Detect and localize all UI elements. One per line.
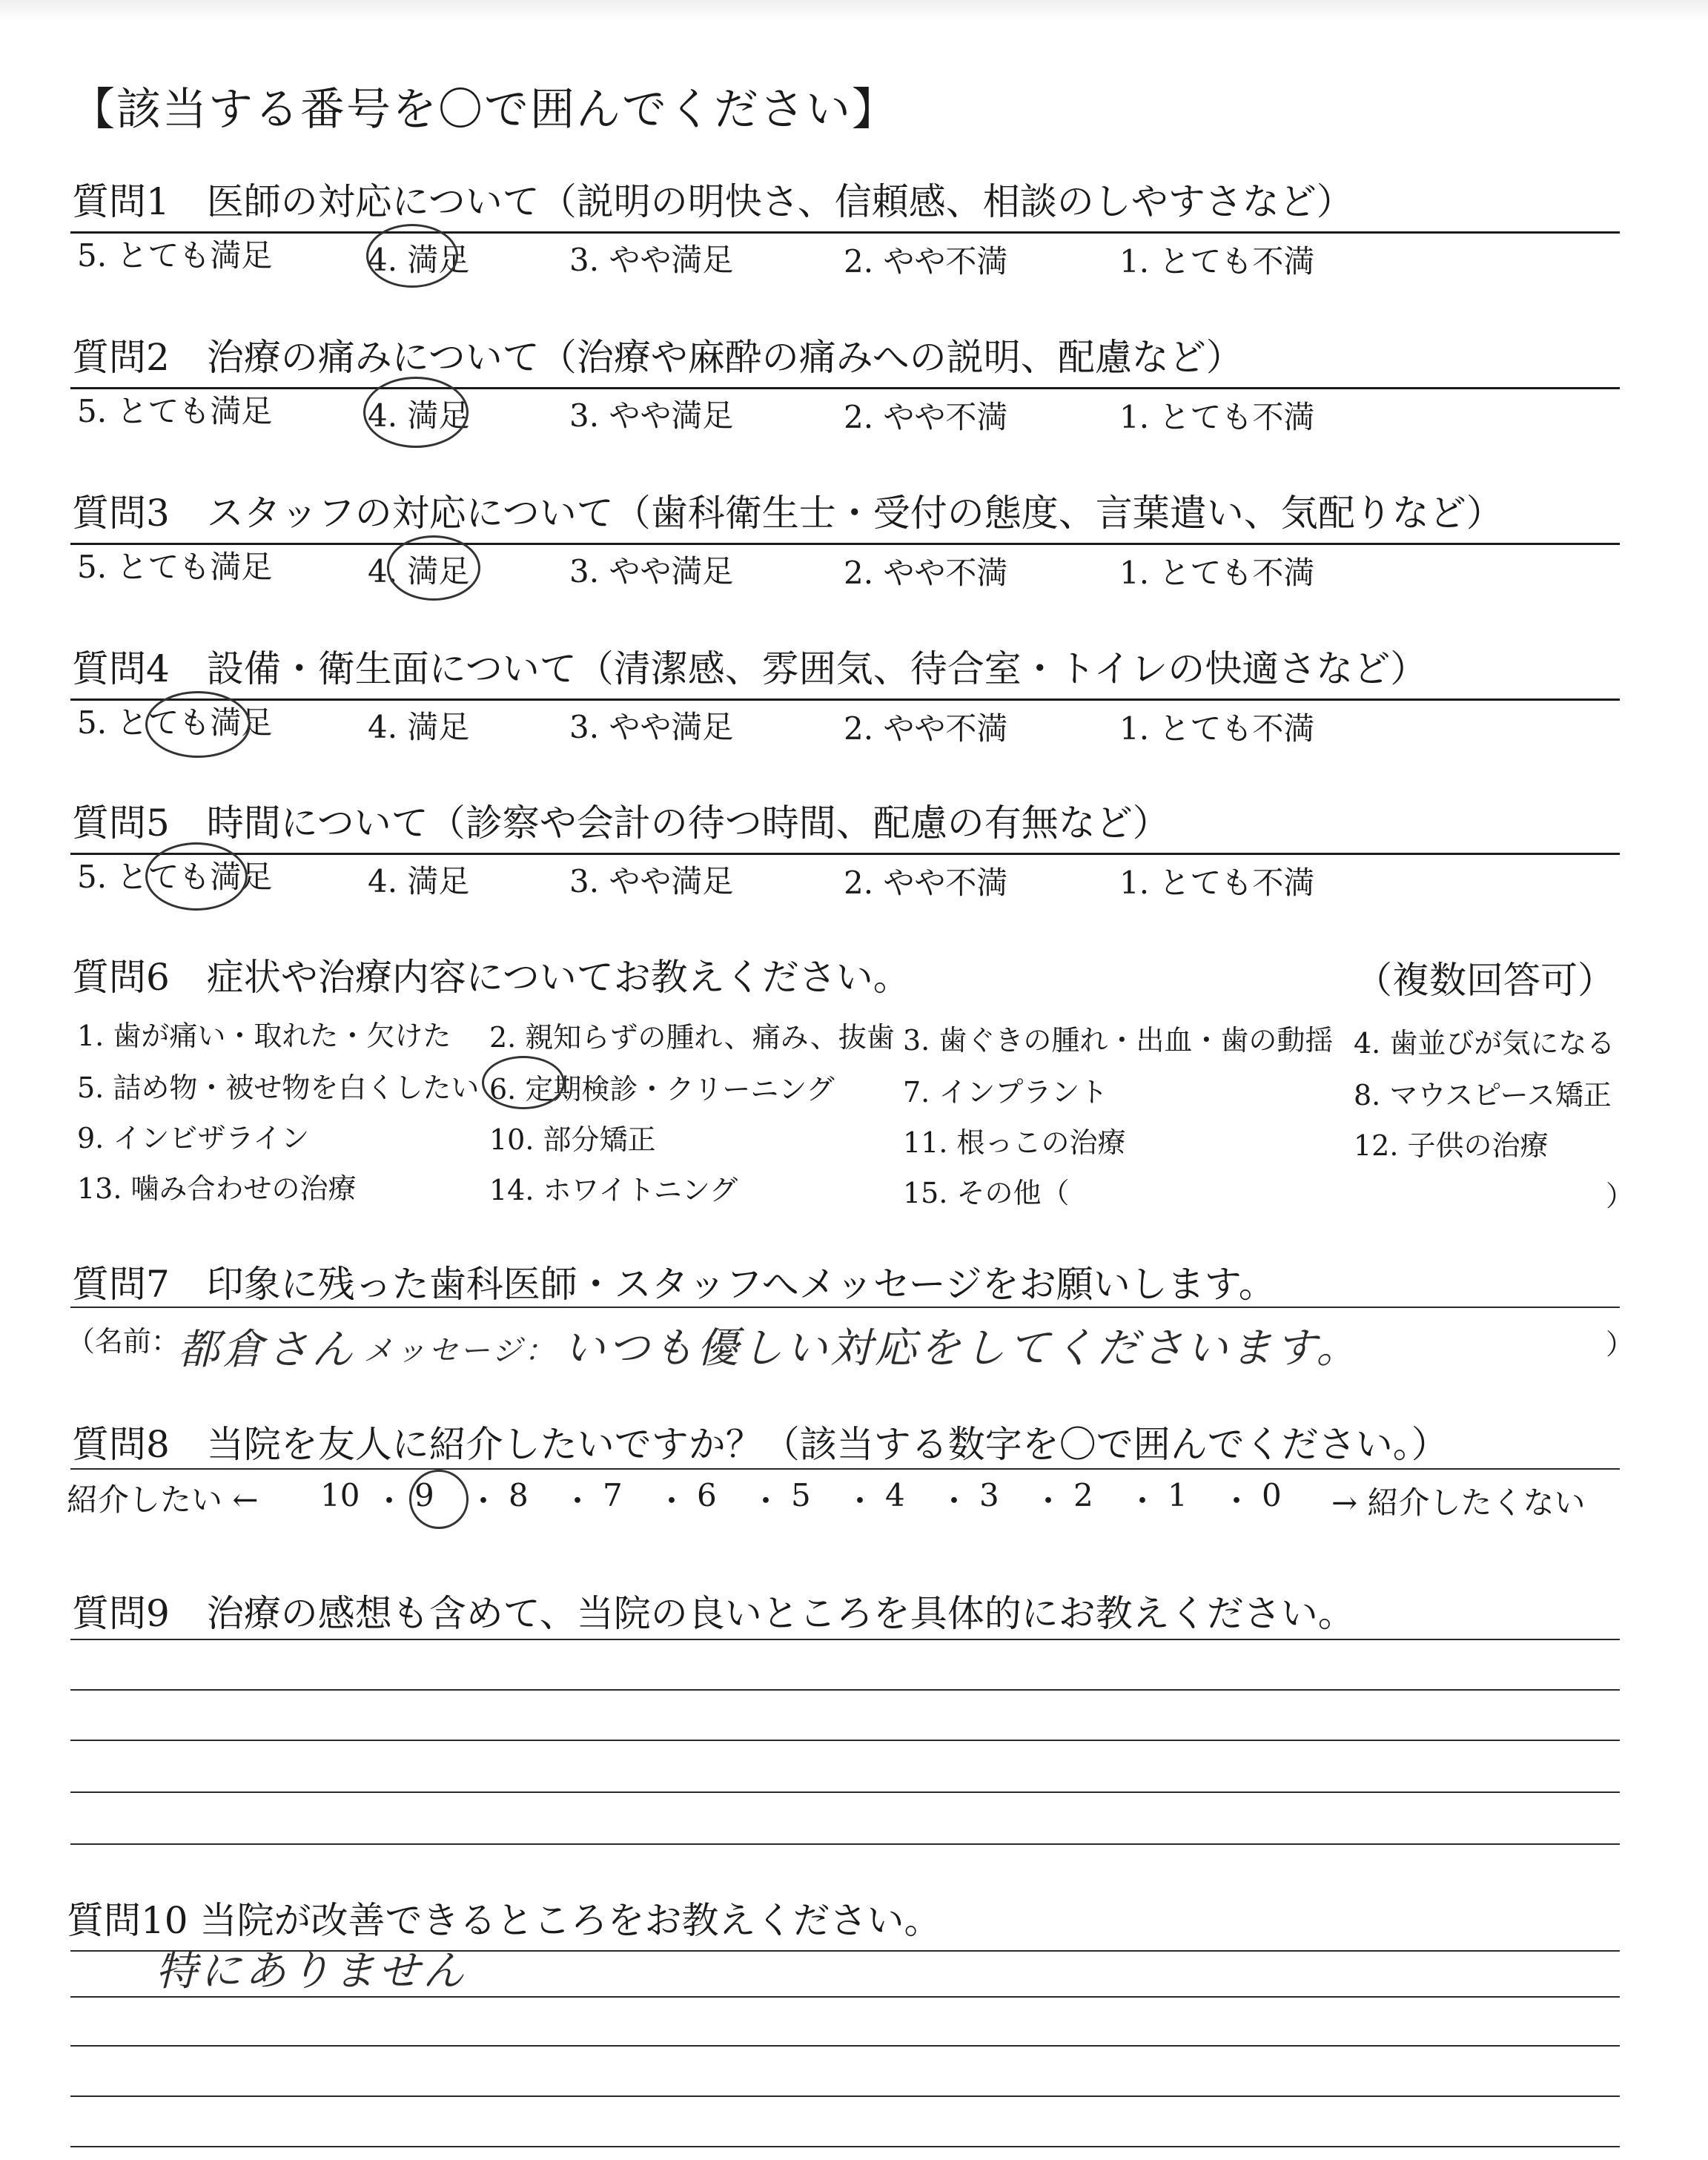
handwritten-message: いつも優しい対応をしてくださいます。 bbox=[563, 1324, 1361, 1373]
question-title: 質問4 設備・衛生面について（清潔感、雰囲気、待合室・トイレの快適さなど） bbox=[72, 647, 1428, 690]
multiple-answer-note: （複数回答可） bbox=[1355, 959, 1615, 1002]
selection-circle bbox=[366, 224, 458, 288]
scale-value-7[interactable]: 7 bbox=[603, 1477, 623, 1513]
selection-circle bbox=[482, 1056, 565, 1109]
question-title: 質問8 当院を友人に紹介したいですか？（該当する数字を〇で囲んでください。） bbox=[72, 1423, 1449, 1466]
option-5[interactable]: 5. とても満足 bbox=[77, 704, 273, 741]
option-2[interactable]: 2. やや不満 bbox=[844, 865, 1008, 901]
option-15-other[interactable]: 15. その他（ bbox=[903, 1177, 1070, 1209]
option-4[interactable]: 4. 満足 bbox=[368, 863, 470, 899]
option-14[interactable]: 14. ホワイトニング bbox=[489, 1174, 738, 1206]
scale-value-0[interactable]: 0 bbox=[1262, 1477, 1282, 1513]
option-3[interactable]: 3. やや満足 bbox=[569, 709, 734, 745]
option-1[interactable]: 1. とても不満 bbox=[1119, 555, 1315, 591]
option-4[interactable]: 4. 満足 bbox=[368, 553, 470, 589]
scale-separator: ・ bbox=[656, 1483, 688, 1519]
selection-circle bbox=[145, 842, 248, 911]
answer-line bbox=[70, 1791, 1620, 1793]
scale-separator: ・ bbox=[1127, 1483, 1159, 1519]
name-label: （名前： bbox=[67, 1325, 180, 1358]
option-12[interactable]: 12. 子供の治療 bbox=[1354, 1129, 1549, 1162]
scale-value-8[interactable]: 8 bbox=[509, 1477, 529, 1513]
option-8[interactable]: 8. マウスピース矯正 bbox=[1354, 1079, 1612, 1112]
scale-value-10[interactable]: 10 bbox=[320, 1477, 360, 1513]
scale-separator: ・ bbox=[1221, 1483, 1253, 1519]
option-3[interactable]: 3. 歯ぐきの腫れ・出血・歯の動揺 bbox=[903, 1024, 1334, 1057]
underline bbox=[70, 387, 1620, 389]
option-1[interactable]: 1. とても不満 bbox=[1119, 399, 1315, 435]
underline bbox=[70, 1468, 1620, 1470]
underline bbox=[70, 1307, 1620, 1308]
answer-line bbox=[70, 2146, 1620, 2147]
option-5[interactable]: 5. とても満足 bbox=[77, 393, 273, 429]
question-title: 質問5 時間について（診察や会計の待つ時間、配慮の有無など） bbox=[72, 802, 1170, 845]
question-title: 質問1 医師の対応について（説明の明快さ、信頼感、相談のしやすさなど） bbox=[72, 180, 1354, 223]
underline bbox=[70, 543, 1620, 545]
option-3[interactable]: 3. やや満足 bbox=[569, 863, 734, 899]
handwritten-name: 都倉さん bbox=[178, 1326, 356, 1374]
selection-circle bbox=[363, 377, 469, 448]
option-7[interactable]: 7. インプラント bbox=[903, 1076, 1108, 1109]
scale-value-6[interactable]: 6 bbox=[697, 1477, 717, 1513]
option-13[interactable]: 13. 噛み合わせの治療 bbox=[77, 1172, 357, 1205]
selection-circle bbox=[409, 1470, 469, 1529]
option-5[interactable]: 5. 詰め物・被せ物を白くしたい bbox=[77, 1071, 480, 1104]
option-1[interactable]: 1. とても不満 bbox=[1119, 865, 1315, 901]
recommend-left-label: 紹介したい ← bbox=[67, 1482, 259, 1518]
option-3[interactable]: 3. やや満足 bbox=[569, 397, 734, 434]
option-5[interactable]: 5. とても満足 bbox=[77, 859, 273, 895]
option-2[interactable]: 2. やや不満 bbox=[844, 710, 1008, 747]
scale-value-9[interactable]: 9 bbox=[414, 1477, 434, 1513]
option-5[interactable]: 5. とても満足 bbox=[77, 237, 273, 274]
underline bbox=[70, 231, 1620, 234]
option-2[interactable]: 2. やや不満 bbox=[844, 555, 1008, 591]
underline bbox=[70, 698, 1620, 701]
answer-line bbox=[70, 2095, 1620, 2097]
option-2[interactable]: 2. やや不満 bbox=[844, 243, 1008, 280]
answer-line bbox=[70, 1689, 1620, 1691]
option-1[interactable]: 1. とても不満 bbox=[1119, 710, 1315, 747]
option-4[interactable]: 4. 歯並びが気になる bbox=[1354, 1027, 1615, 1060]
answer-line bbox=[70, 1996, 1620, 1998]
scale-separator: ・ bbox=[374, 1483, 406, 1519]
option-4[interactable]: 4. 満足 bbox=[368, 709, 470, 745]
scale-value-4[interactable]: 4 bbox=[885, 1477, 905, 1513]
scale-value-2[interactable]: 2 bbox=[1073, 1477, 1093, 1513]
option-9[interactable]: 9. インビザライン bbox=[77, 1122, 310, 1155]
answer-line bbox=[70, 1843, 1620, 1845]
handwritten-answer: 特にありません bbox=[156, 1947, 467, 1995]
scale-separator: ・ bbox=[1033, 1483, 1065, 1519]
underline bbox=[70, 853, 1620, 855]
scale-value-3[interactable]: 3 bbox=[979, 1477, 999, 1513]
option-1[interactable]: 1. 歯が痛い・取れた・欠けた bbox=[77, 1020, 451, 1052]
option-2[interactable]: 2. やや不満 bbox=[844, 399, 1008, 435]
message-label: メッセージ： bbox=[363, 1334, 557, 1368]
question-title: 質問10 当院が改善できるところをお教えください。 bbox=[67, 1899, 941, 1942]
answer-line bbox=[70, 1740, 1620, 1741]
option-10[interactable]: 10. 部分矯正 bbox=[489, 1123, 656, 1156]
option-3[interactable]: 3. やや満足 bbox=[569, 553, 734, 589]
option-2[interactable]: 2. 親知らずの腫れ、痛み、抜歯 bbox=[489, 1021, 895, 1054]
question-title: 質問2 治療の痛みについて（治療や麻酔の痛みへの説明、配慮など） bbox=[72, 336, 1243, 379]
scale-separator: ・ bbox=[939, 1483, 970, 1519]
scale-separator: ・ bbox=[562, 1483, 594, 1519]
other-closing-paren: ） bbox=[1606, 1180, 1635, 1212]
selection-circle bbox=[387, 535, 480, 601]
option-4[interactable]: 4. 満足 bbox=[368, 397, 470, 434]
option-1[interactable]: 1. とても不満 bbox=[1119, 243, 1315, 280]
scale-separator: ・ bbox=[844, 1483, 876, 1519]
answer-line bbox=[70, 1639, 1620, 1640]
option-5[interactable]: 5. とても満足 bbox=[77, 549, 273, 585]
option-6[interactable]: 6. 定期検診・クリーニング bbox=[489, 1073, 835, 1106]
option-11[interactable]: 11. 根っこの治療 bbox=[903, 1126, 1126, 1159]
recommend-right-label: → 紹介したくない bbox=[1331, 1484, 1586, 1521]
scale-value-1[interactable]: 1 bbox=[1168, 1477, 1188, 1513]
scale-separator: ・ bbox=[750, 1483, 782, 1519]
scale-value-5[interactable]: 5 bbox=[791, 1477, 811, 1513]
option-4[interactable]: 4. 満足 bbox=[368, 242, 470, 278]
message-closing-paren: ） bbox=[1606, 1328, 1635, 1361]
question-title: 質問9 治療の感想も含めて、当院の良いところを具体的にお教えください。 bbox=[72, 1592, 1355, 1635]
answer-line bbox=[70, 2045, 1620, 2047]
question-title: 質問3 スタッフの対応について（歯科衛生士・受付の態度、言葉遣い、気配りなど） bbox=[72, 492, 1503, 535]
question-title: 質問7 印象に残った歯科医師・スタッフへメッセージをお願いします。 bbox=[72, 1263, 1276, 1306]
scale-separator: ・ bbox=[468, 1483, 500, 1519]
option-3[interactable]: 3. やや満足 bbox=[569, 242, 734, 278]
question-title: 質問6 症状や治療内容についてお教えください。 bbox=[72, 956, 910, 999]
selection-circle bbox=[145, 691, 251, 758]
page-title: 【該当する番号を〇で囲んでください】 bbox=[70, 84, 898, 136]
